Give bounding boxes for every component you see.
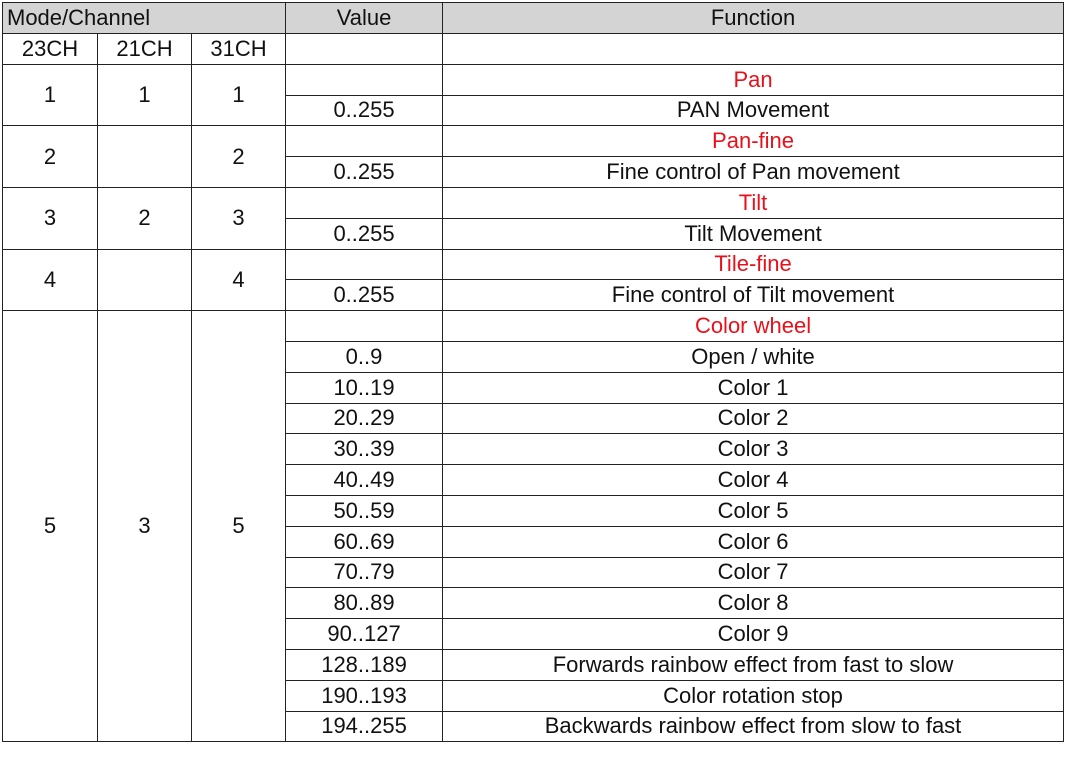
channel-title-value-empty [286,249,443,280]
function-description: Color 2 [443,403,1064,434]
channel-title-value-empty [286,64,443,95]
channel-title-row [3,311,1064,342]
dmx-value-range: 128..189 [286,649,443,680]
function-description: Color 7 [443,557,1064,588]
channel-number-31ch: 1 [192,64,286,126]
function-description: Color 8 [443,588,1064,619]
mode-row [3,34,1064,65]
channel-number-21ch [98,126,192,188]
mode-row-value-empty [286,34,443,65]
dmx-value-range: 80..89 [286,588,443,619]
function-description: Fine control of Pan movement [443,157,1064,188]
channel-number-23ch: 2 [3,126,98,188]
table-body [3,3,1064,742]
function-description: Forwards rainbow effect from fast to slow [443,649,1064,680]
dmx-value-range: 10..19 [286,372,443,403]
channel-number-31ch: 5 [192,311,286,742]
mode-31ch: 31CH [192,34,286,65]
channel-number-21ch: 2 [98,187,192,249]
function-description: Color 1 [443,372,1064,403]
channel-number-21ch: 3 [98,311,192,742]
function-description: Open / white [443,341,1064,372]
header-mode-channel: Mode/Channel [3,3,286,34]
dmx-value-range: 50..59 [286,495,443,526]
dmx-value-range: 190..193 [286,680,443,711]
function-description: Color rotation stop [443,680,1064,711]
channel-title-value-empty [286,311,443,342]
function-description: Tilt Movement [443,218,1064,249]
function-description: Backwards rainbow effect from slow to fast [443,711,1064,742]
dmx-value-range: 70..79 [286,557,443,588]
channel-title-value-empty [286,187,443,218]
dmx-value-range: 60..69 [286,526,443,557]
mode-row-function-empty [443,34,1064,65]
dmx-value-range: 0..255 [286,218,443,249]
header-row [3,3,1064,34]
channel-number-23ch: 5 [3,311,98,742]
channel-title-row [3,64,1064,95]
function-description: Color 9 [443,619,1064,650]
channel-function-title: Pan-fine [443,126,1064,157]
header-value: Value [286,3,443,34]
channel-number-31ch: 3 [192,187,286,249]
function-description: Color 4 [443,465,1064,496]
channel-function-title: Tile-fine [443,249,1064,280]
channel-title-row [3,187,1064,218]
mode-23ch: 23CH [3,34,98,65]
dmx-value-range: 40..49 [286,465,443,496]
channel-function-title: Pan [443,64,1064,95]
channel-number-31ch: 4 [192,249,286,311]
header-function: Function [443,3,1064,34]
channel-function-title: Tilt [443,187,1064,218]
dmx-channel-table-container [2,2,1064,742]
dmx-value-range: 90..127 [286,619,443,650]
function-description: Color 5 [443,495,1064,526]
channel-function-title: Color wheel [443,311,1064,342]
dmx-value-range: 0..255 [286,157,443,188]
channel-number-21ch: 1 [98,64,192,126]
channel-number-23ch: 4 [3,249,98,311]
channel-number-21ch [98,249,192,311]
dmx-value-range: 194..255 [286,711,443,742]
channel-number-23ch: 3 [3,187,98,249]
function-description: PAN Movement [443,95,1064,126]
function-description: Fine control of Tilt movement [443,280,1064,311]
channel-title-row [3,249,1064,280]
channel-number-31ch: 2 [192,126,286,188]
channel-title-row [3,126,1064,157]
dmx-value-range: 20..29 [286,403,443,434]
dmx-value-range: 0..255 [286,95,443,126]
dmx-value-range: 0..9 [286,341,443,372]
function-description: Color 3 [443,434,1064,465]
dmx-value-range: 0..255 [286,280,443,311]
channel-title-value-empty [286,126,443,157]
channel-number-23ch: 1 [3,64,98,126]
mode-21ch: 21CH [98,34,192,65]
dmx-channel-table [2,2,1064,742]
function-description: Color 6 [443,526,1064,557]
dmx-value-range: 30..39 [286,434,443,465]
